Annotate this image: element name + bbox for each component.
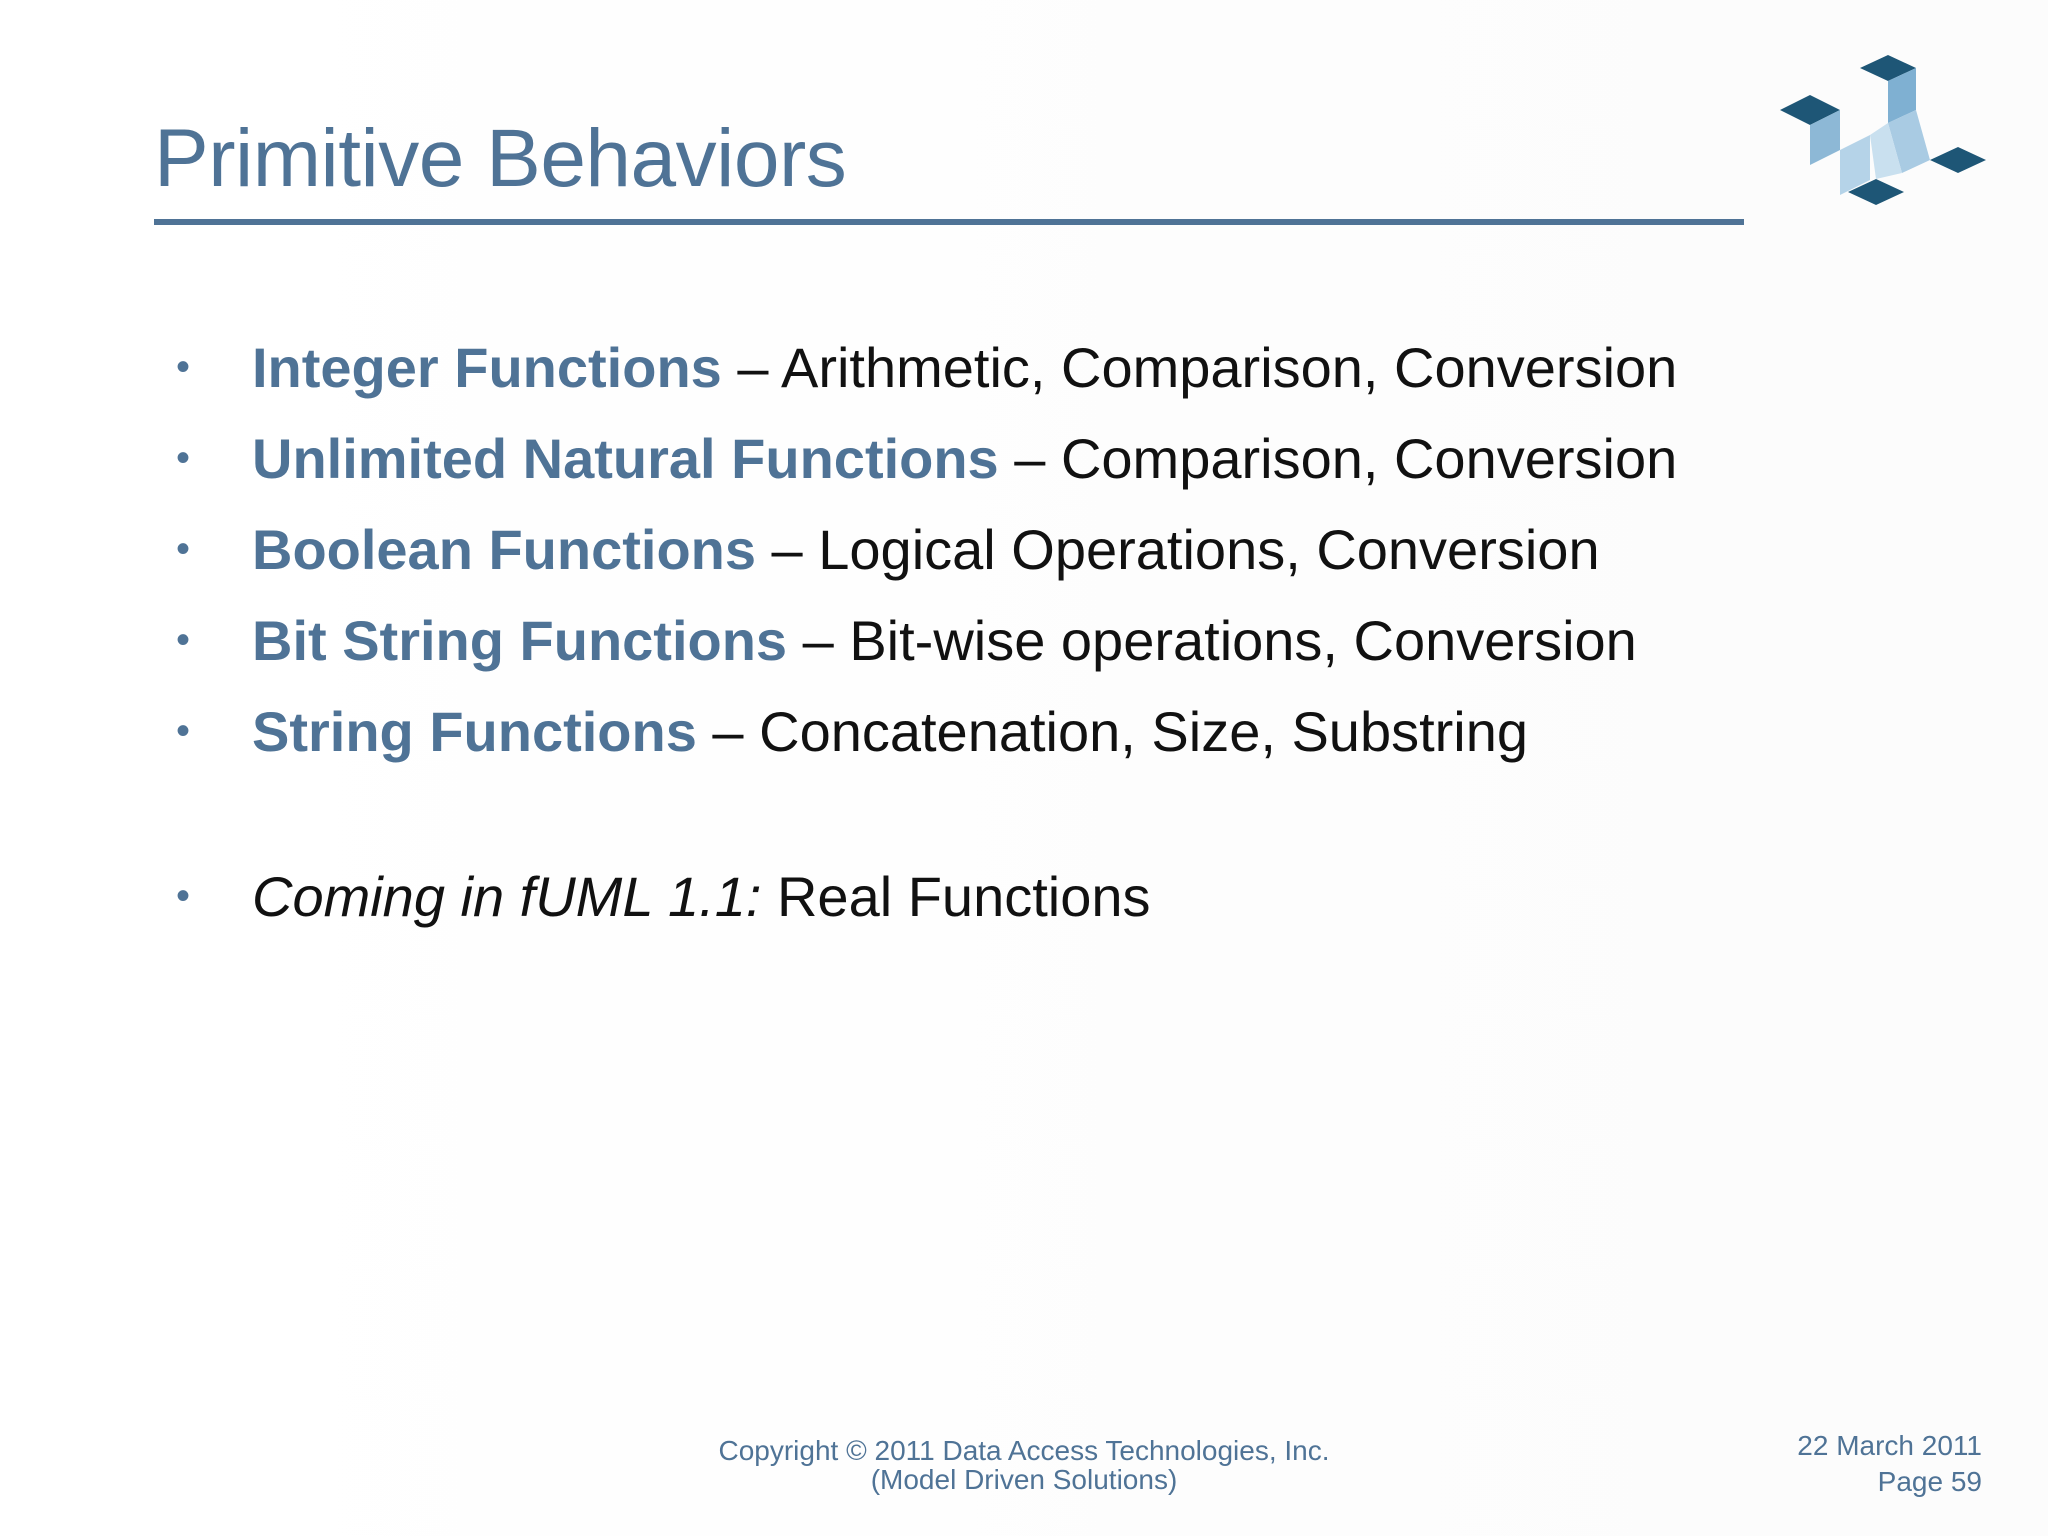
bullet-text (252, 595, 1637, 686)
title-underline (154, 219, 1744, 225)
bullet-description: – Arithmetic, Comparison, Conversion (721, 336, 1678, 399)
bullet-dot: • (176, 345, 191, 389)
footer-date: 22 March 2011 (1797, 1430, 1982, 1461)
copyright-line-1: Copyright © 2011 Data Access Technologies, Inc. (718, 1435, 1330, 1466)
bullet-dot: • (176, 436, 191, 480)
bullet-item-boolean (170, 504, 1770, 595)
bullet-list (170, 322, 1770, 942)
bullet-item-unlimited-natural (170, 413, 1770, 504)
bullet-term: Boolean Functions (252, 518, 756, 581)
slide-title: Primitive Behaviors (154, 113, 847, 204)
bullet-item-bit-string (170, 595, 1770, 686)
copyright-line-2: (Model Driven Solutions) (870, 1464, 1178, 1495)
page-number: Page 59 (1877, 1466, 1982, 1497)
bullet-lead: Coming in fUML 1.1: (252, 865, 762, 928)
bullet-description: – Bit-wise operations, Conversion (787, 609, 1637, 672)
bullet-text (252, 504, 1600, 595)
bullet-dot: • (176, 527, 191, 571)
bullet-text (252, 851, 1151, 942)
bullet-text (252, 322, 1677, 413)
bullet-term: Bit String Functions (252, 609, 788, 672)
company-logo-icon (1770, 55, 1990, 215)
bullet-item-string (170, 686, 1770, 777)
bullet-term: String Functions (252, 700, 697, 763)
bullet-text (252, 686, 1528, 777)
bullet-dot: • (176, 618, 191, 662)
bullet-term: Unlimited Natural Functions (252, 427, 999, 490)
bullet-dot: • (176, 709, 191, 753)
bullet-text (252, 413, 1677, 504)
bullet-description: – Comparison, Conversion (998, 427, 1678, 490)
bullet-description: – Concatenation, Size, Substring (696, 700, 1529, 763)
bullet-description: – Logical Operations, Conversion (756, 518, 1600, 581)
bullet-item-coming-soon (170, 851, 1770, 942)
bullet-dot: • (176, 874, 191, 918)
bullet-term: Integer Functions (252, 336, 722, 399)
bullet-description: Real Functions (761, 865, 1151, 928)
bullet-item-integer (170, 322, 1770, 413)
footer-copyright (624, 1436, 1424, 1494)
footer-meta (1797, 1428, 1982, 1500)
